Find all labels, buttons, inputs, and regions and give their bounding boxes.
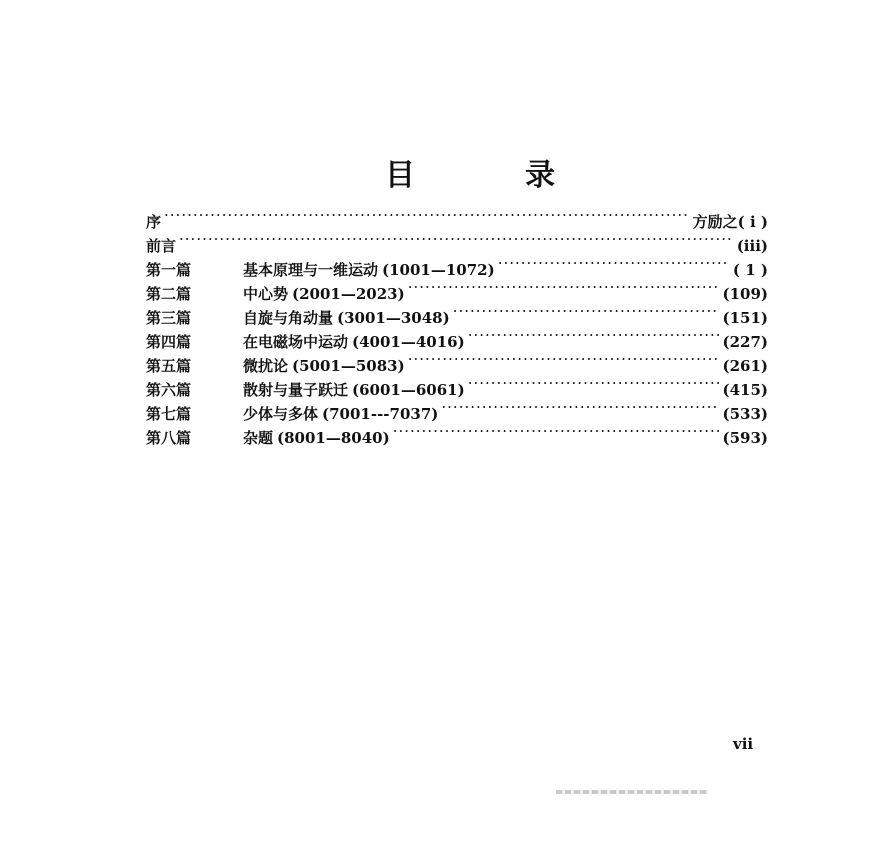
toc-part-range: (5001—5083) — [292, 357, 405, 375]
scan-artifact — [556, 790, 708, 794]
toc-entry-author: 方励之 — [692, 213, 738, 231]
toc-part-range: (4001—4016) — [352, 333, 465, 351]
toc-part-number: 第三篇 — [146, 309, 192, 327]
dot-leader — [393, 419, 720, 443]
toc-entry-page: ( i ) — [737, 213, 768, 231]
dot-leader — [408, 347, 720, 371]
toc-part-number: 第七篇 — [146, 405, 192, 423]
dot-leader — [468, 323, 720, 347]
dot-leader — [498, 251, 730, 275]
toc-entry-page: (261) — [722, 357, 768, 375]
page-folio: vii — [733, 735, 754, 753]
dot-leader — [453, 299, 720, 323]
toc-part-range: (7001---7037) — [322, 405, 439, 423]
toc-part-title: 在电磁场中运动 — [243, 333, 349, 351]
toc-part-title: 基本原理与一维运动 — [243, 261, 379, 279]
toc-part-range: (3001—3048) — [337, 309, 450, 327]
toc-part-number: 第四篇 — [146, 333, 192, 351]
toc-part-title: 中心势 — [243, 285, 289, 303]
toc-heading — [385, 150, 555, 194]
toc-part-number: 第一篇 — [146, 261, 192, 279]
dot-leader — [164, 203, 690, 227]
toc-part-number: 第八篇 — [146, 429, 192, 447]
toc-part-number: 第五篇 — [146, 357, 192, 375]
toc-entry-label: 前言 — [146, 237, 177, 255]
dot-leader — [408, 275, 720, 299]
toc-entry-page: ( 1 ) — [732, 261, 768, 279]
dot-leader — [179, 227, 734, 251]
toc-entry-preface — [146, 203, 768, 231]
toc-part-title: 杂题 — [243, 429, 274, 447]
toc-part-title: 自旋与角动量 — [243, 309, 334, 327]
toc-heading-char-2: 录 — [525, 158, 555, 193]
toc-entry-page: (227) — [722, 333, 768, 351]
toc-entry-page: (593) — [722, 429, 768, 447]
toc-entry-page: (151) — [722, 309, 768, 327]
toc-entry-foreword — [146, 227, 768, 255]
toc-entry-page: (533) — [722, 405, 768, 423]
toc-entry-page: (109) — [722, 285, 768, 303]
toc-part-number: 第六篇 — [146, 381, 192, 399]
toc-entry-page: (iii) — [736, 237, 768, 255]
toc-part-range: (1001—1072) — [382, 261, 495, 279]
toc-entry-page: (415) — [722, 381, 768, 399]
toc-part-number: 第二篇 — [146, 285, 192, 303]
dot-leader — [468, 371, 720, 395]
toc-part-title: 散射与量子跃迁 — [243, 381, 349, 399]
toc-part-range: (2001—2023) — [292, 285, 405, 303]
toc-part-title: 微扰论 — [243, 357, 289, 375]
table-of-contents — [146, 203, 768, 447]
dot-leader — [441, 395, 719, 419]
toc-part-range: (6001—6061) — [352, 381, 465, 399]
toc-entry-part-1 — [146, 251, 768, 279]
toc-entry-label: 序 — [146, 213, 162, 231]
toc-part-title: 少体与多体 — [243, 405, 319, 423]
toc-heading-char-1: 目 — [385, 158, 415, 193]
toc-part-range: (8001—8040) — [277, 429, 390, 447]
